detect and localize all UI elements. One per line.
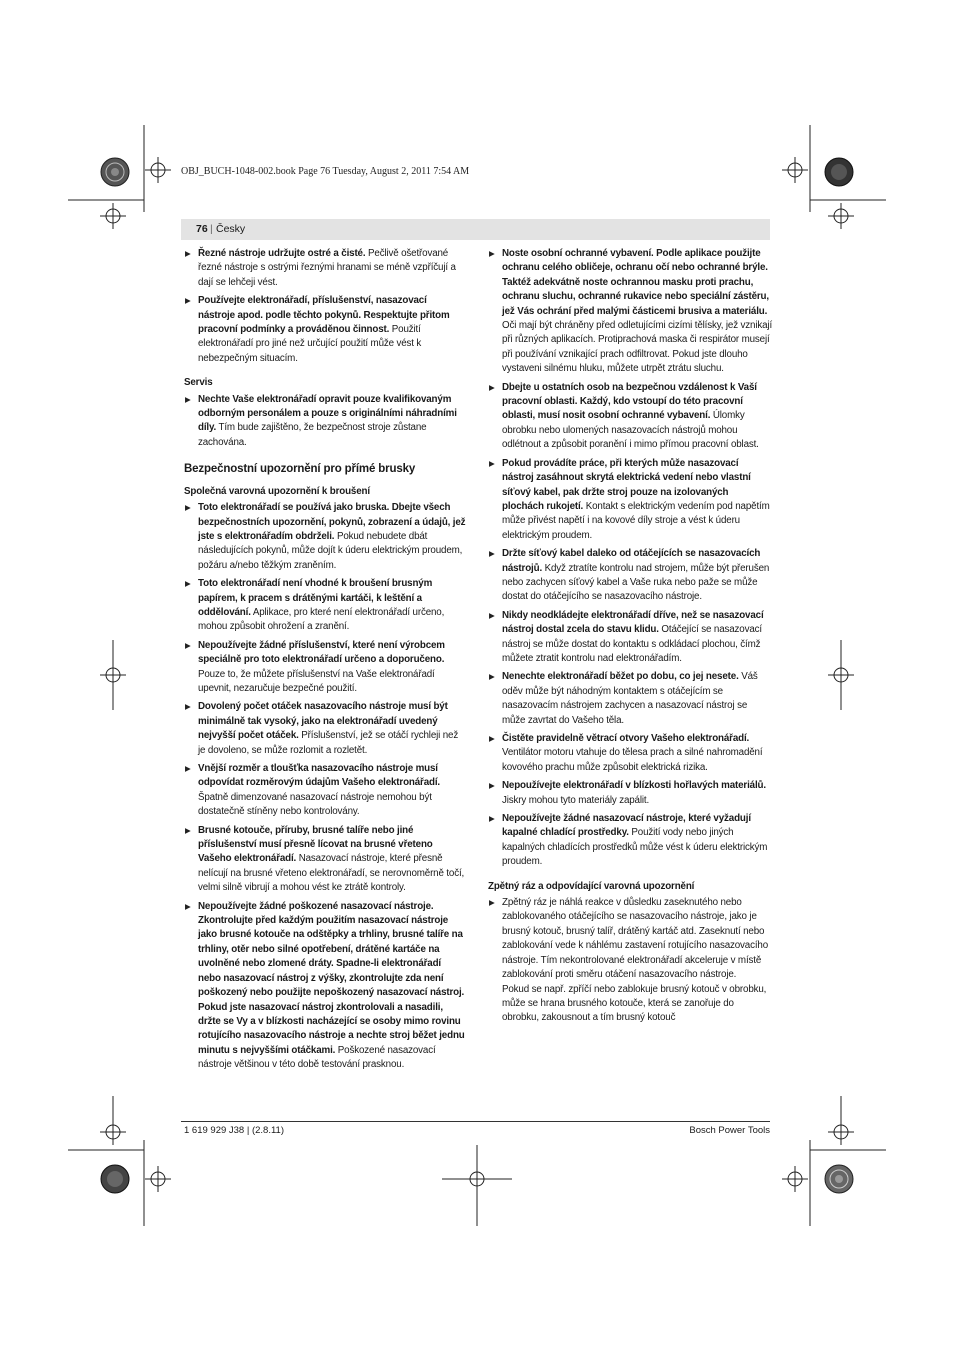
list-item: ▶ Nepoužívejte žádné příslušenství, které není výrobcem speciálně pro toto elektronářadí určeno a doporučeno. Pouze to, že můžete příslušenství na Vaše elektronářadí upevnit, nezaručuje bezpečné použití.: [184, 639, 466, 697]
footer-brand: Bosch Power Tools: [689, 1125, 770, 1136]
page-language: Česky: [216, 223, 246, 235]
paragraph: ▶ Zpětný ráz je náhlá reakce v důsledku zaseknutého nebo zablokovaného otáčejícího se nasazovacího nástroje, jako je brusný kotouč, brusný talíř, drátěný kartáč atd. Zaseknutí nebo zablokování vede k náhlému zastavení rotujícího nasazovacího nástroje. Tím nekontrolované elektronářadí akceleruje v místě zablokování proti směru otáčení nasazovacího nástroje.: [502, 897, 769, 981]
page-number: 76: [196, 223, 208, 235]
list-item: ▶ Nepoužívejte elektronářadí v blízkosti hořlavých materiálů. Jiskry mohou tyto materiály zapálit.: [488, 779, 772, 808]
list-item: ▶ Řezné nástroje udržujte ostré a čisté. Pečlivě ošetřované řezné nástroje s ostrými řeznými hranami se méně vzpříčují a dají se lehčeji vést.: [184, 247, 466, 290]
list-item: ▶ Brusné kotouče, příruby, brusné talíře nebo jiné příslušenství musí přesně lícovat na brusné vřeteno Vašeho elektronářadí. Nasazovací nástroje, které přesně nelícují na brusné vřeteno elektronářadí, se nerovnoměrně točí, velmi silně vibrují a mohou vést ke ztrátě kontroly.: [184, 824, 466, 896]
list-item: ▶ Toto elektronářadí není vhodné k broušení brusným papírem, k pracem s drátěnými kartáči, k leštění a oddělování. Aplikace, pro které není elektronářadí určeno, mohou způsobit ohrožení a zranění.: [184, 577, 466, 635]
list-item: ▶ Noste osobní ochranné vybavení. Podle aplikace použijte ochranu celého obličeje, ochranu očí nebo ochranné brýle. Taktéž adekvátně noste ochrannou masku proti prachu, ochranu sluchu, ochranné rukavice nebo speciální zástěru, jež Vás ochrání před malými částicemi brusiva a materiálu. Oči mají být chráněny před odletujícími cizími tělísky, jež vznikají při různých aplikacích. Protiprachová maska či respirátor musejí při používání vznikající prach odfiltrovat. Pokud jste dlouho vystaveni silnému hluku, můžete utrpět ztrátu sluchu.: [488, 247, 772, 377]
header-separator: |: [210, 223, 213, 235]
subsection-heading: Společná varovná upozornění k broušení: [184, 485, 370, 497]
list-item: ▶ Držte síťový kabel daleko od otáčejících se nasazovacích nástrojů. Když ztratíte kontrolu nad strojem, může být přerušen nebo zachycen síťový kabel a Vaše ruka nebo paže se může dostat do otáčejícího se nasazovacího nástroje.: [488, 547, 772, 605]
list-item: ▶ Čistěte pravidelně větrací otvory Vašeho elektronářadí. Ventilátor motoru vtahuje do tělesa prach a silné nahromadění kovového prachu může způsobit elektrická rizika.: [488, 732, 772, 775]
list-item: ▶ Nepoužívejte žádné poškozené nasazovací nástroje. Zkontrolujte před každým použitím nasazovací nástroje jako brusné kotouče na odštěpky a trhliny, brusné talíře na trhliny, otěr nebo silné opotřebení, drátěné kartáče na uvolněné nebo zlomené dráty. Spadne-li elektronářadí nebo nasazovací nástroj z výšky, zkontrolujte zda není poškozený nebo použijte nepoškozený nasazovací nástroj. Pokud jste nasazovací nástroj zkontrolovali a nasadili, držte se Vy a v blízkosti nacházející se osoby mimo rovinu rotujícího nasazovacího nástroje a nechte stroj běžet jednu minutu s nejvyššími otáčkami. Poškozené nasazovací nástroje většinou v této době testování prasknou.: [184, 900, 466, 1073]
list-item: ▶ Vnější rozměr a tloušťka nasazovacího nástroje musí odpovídat rozměrovým údajům Vašeho elektronářadí. Špatně dimenzované nasazovací nástroje nemohou být dostatečně stíněny nebo kontrolovány.: [184, 762, 466, 820]
list-item: ▶ Nepoužívejte žádné nasazovací nástroje, které vyžadují kapalné chladící prostředky. Použití vody nebo jiných kapalných chladících prostředků může vést k úderu elektrickým proudem.: [488, 812, 772, 870]
list-item: ▶ Pokud provádíte práce, při kterých může nasazovací nástroj zasáhnout skrytá elektrická vedení nebo vlastní síťový kabel, pak držte stroj pouze na izolovaných plochách rukojetí. Kontakt s elektrickým vedením pod napětím může přivést napětí i na kovové díly stroje a vést k úderu elektrickým proudem.: [488, 457, 772, 543]
list-item: ▶ Nikdy neodkládejte elektronářadí dříve, než se nasazovací nástroj dostal zcela do stavu klidu. Otáčející se nasazovací nástroj se může dostat do kontaktu s odkládací plochou, čímž můžete ztratit kontrolu nad elektronářadím.: [488, 609, 772, 667]
list-item: ▶ Nenechte elektronářadí běžet po dobu, co jej nesete. Váš oděv může být náhodným kontaktem s otáčejícím se nasazovacím nástrojem zachycen a nasazovací nástroj se může zavrtat do Vašeho těla.: [488, 670, 772, 728]
print-header: OBJ_BUCH-1048-002.book Page 76 Tuesday, August 2, 2011 7:54 AM: [181, 166, 470, 177]
paragraph: Pokud se např. zpříčí nebo zablokuje brusný kotouč v obrobku, může se hrana brusného kotouče, která se zanořuje do obrobku, zakousnout a tím brusný kotouč: [502, 983, 767, 1024]
subsection-heading: Zpětný ráz a odpovídající varovná upozornění: [488, 880, 695, 892]
section-title: Bezpečnostní upozornění pro přímé brusky: [184, 463, 416, 476]
list-item: ▶ Dovolený počet otáček nasazovacího nástroje musí být minimálně tak vysoký, jako na elektronářadí uvedený nejvyšší počet otáček. Příslušenství, jež se otáčí rychleji než je dovoleno, se může rozlomit a rozletět.: [184, 700, 466, 758]
list-item: ▶ Toto elektronářadí se používá jako bruska. Dbejte všech bezpečnostních upozornění, pokynů, zobrazení a údajů, jež jste s elektronářadím obdrželi. Pokud nebudete dbát následujících pokynů, může dojít k úderu elektrickým proudem, požáru a/nebo těžkým zraněním.: [184, 501, 466, 573]
list-item: ▶ Používejte elektronářadí, příslušenství, nasazovací nástroje apod. podle těchto pokynů. Respektujte přitom pracovní podmínky a prováděnou činnost. Použití elektronářadí pro jiné než určující použití může vést k nebezpečným situacím.: [184, 294, 466, 366]
footer-code: 1 619 929 J38 | (2.8.11): [184, 1125, 285, 1136]
list-item: ▶ Dbejte u ostatních osob na bezpečnou vzdálenost k Vaší pracovní oblasti. Každý, kdo vstoupí do této pracovní oblasti, musí nosit osobní ochranné vybavení. Úlomky obrobku nebo ulomených nasazovacích nástrojů mohou odlétnout a způsobit poranění i mimo přímou pracovní oblast.: [488, 381, 772, 453]
list-item: ▶ Nechte Vaše elektronářadí opravit pouze kvalifikovaným odborným personálem a pouze s originálními náhradními díly. Tím bude zajištěno, že bezpečnost stroje zůstane zachována.: [184, 393, 466, 451]
subsection-heading: Servis: [184, 377, 213, 389]
